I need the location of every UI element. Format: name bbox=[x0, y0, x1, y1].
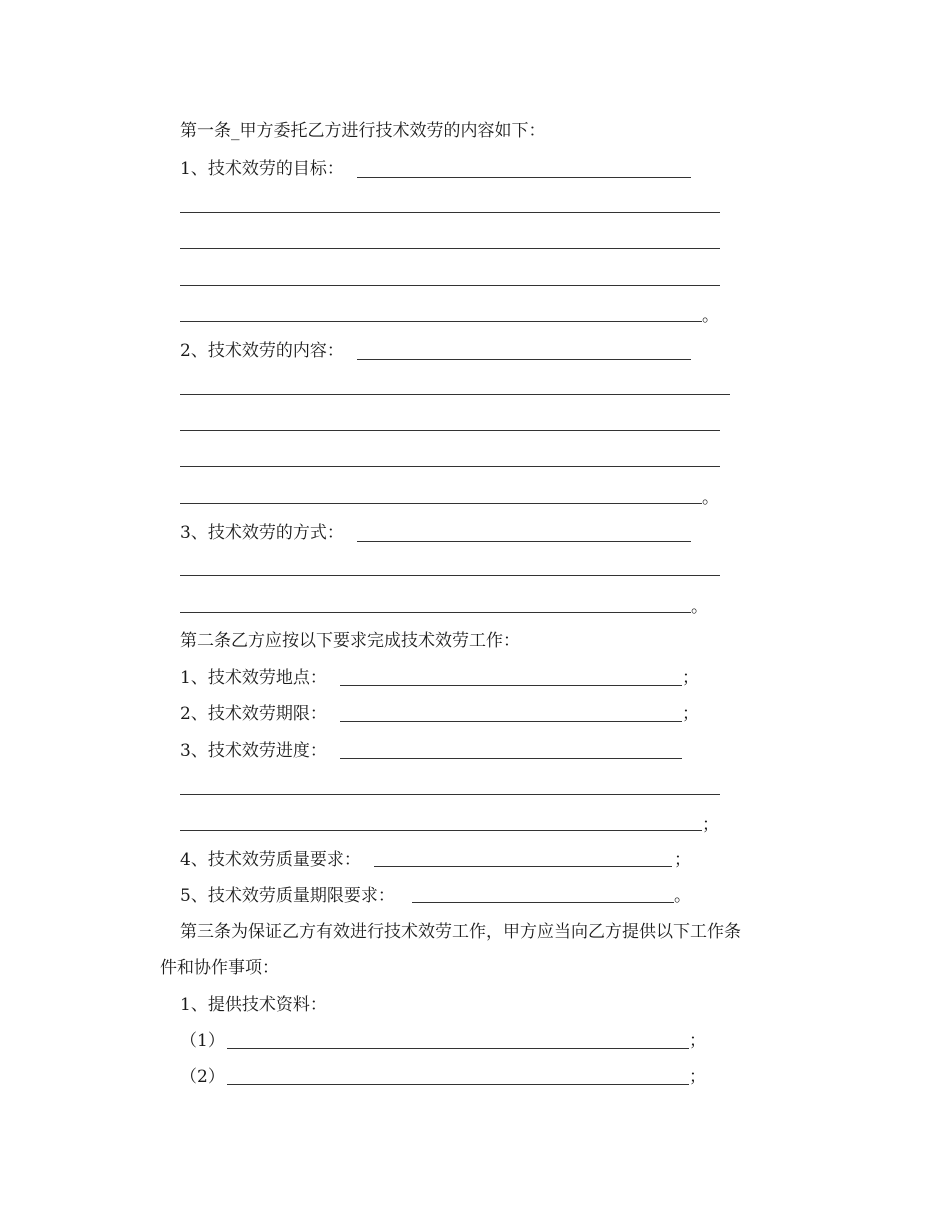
article2-item5-blank[interactable] bbox=[412, 902, 674, 903]
article3-heading-line1: 第三条为保证乙方有效进行技术效劳工作，甲方应当向乙方提供以下工作条 bbox=[180, 922, 741, 942]
article2-item1-semicolon: ； bbox=[682, 668, 699, 688]
article2-item3-blank-3[interactable] bbox=[180, 830, 702, 831]
article1-item3-label: 3、技术效劳的方式： bbox=[180, 523, 344, 543]
article3-sub2-semicolon: ； bbox=[689, 1067, 706, 1087]
article1-heading: 第一条_甲方委托乙方进行技术效劳的内容如下： bbox=[180, 121, 546, 141]
article2-item3-blank[interactable] bbox=[340, 758, 682, 759]
article2-item2-semicolon: ； bbox=[682, 704, 699, 724]
article1-item1-period: 。 bbox=[702, 306, 719, 326]
article2-item4-label: 4、技术效劳质量要求： bbox=[180, 850, 361, 870]
article2-item2-blank[interactable] bbox=[340, 721, 682, 722]
article2-item4-semicolon: ； bbox=[674, 850, 691, 870]
article2-item3-blank-2[interactable] bbox=[180, 794, 720, 795]
article1-item2-blank-2[interactable] bbox=[180, 394, 730, 395]
article1-item1-label: 1、技术效劳的目标： bbox=[180, 159, 344, 179]
article1-item2-blank[interactable] bbox=[357, 359, 691, 360]
article2-item5-period: 。 bbox=[674, 886, 691, 906]
article2-item3-semicolon: ； bbox=[702, 815, 719, 835]
article1-item2-blank-5[interactable] bbox=[180, 503, 702, 504]
article3-sub2-label: （2） bbox=[180, 1067, 225, 1087]
article2-item3-label: 3、技术效劳进度： bbox=[180, 741, 327, 761]
article1-item1-blank-2[interactable] bbox=[180, 212, 720, 213]
article1-item1-blank-4[interactable] bbox=[180, 285, 720, 286]
article1-item1-blank-3[interactable] bbox=[180, 248, 720, 249]
article1-item3-period: 。 bbox=[691, 597, 708, 617]
article3-item1-label: 1、提供技术资料： bbox=[180, 995, 327, 1015]
article1-item1-blank-5[interactable] bbox=[180, 321, 702, 322]
article2-item1-label: 1、技术效劳地点： bbox=[180, 668, 327, 688]
article1-item1-blank[interactable] bbox=[357, 177, 691, 178]
article1-item3-blank-3[interactable] bbox=[180, 612, 691, 613]
article3-sub1-semicolon: ； bbox=[689, 1031, 706, 1051]
article3-sub1-blank[interactable] bbox=[227, 1048, 689, 1049]
article1-item2-label: 2、技术效劳的内容： bbox=[180, 341, 344, 361]
article1-item2-period: 。 bbox=[702, 488, 719, 508]
article1-item2-blank-3[interactable] bbox=[180, 430, 720, 431]
article2-item2-label: 2、技术效劳期限： bbox=[180, 704, 327, 724]
article1-item2-blank-4[interactable] bbox=[180, 466, 720, 467]
article3-heading-line2: 件和协作事项： bbox=[160, 958, 279, 978]
article2-item5-label: 5、技术效劳质量期限要求： bbox=[180, 886, 395, 906]
article1-item3-blank-2[interactable] bbox=[180, 575, 720, 576]
article3-sub1-label: （1） bbox=[180, 1031, 225, 1051]
article2-item4-blank[interactable] bbox=[374, 866, 672, 867]
article3-sub2-blank[interactable] bbox=[227, 1084, 689, 1085]
article2-heading: 第二条乙方应按以下要求完成技术效劳工作： bbox=[180, 631, 520, 651]
article2-item1-blank[interactable] bbox=[340, 685, 682, 686]
article1-item3-blank[interactable] bbox=[357, 541, 691, 542]
